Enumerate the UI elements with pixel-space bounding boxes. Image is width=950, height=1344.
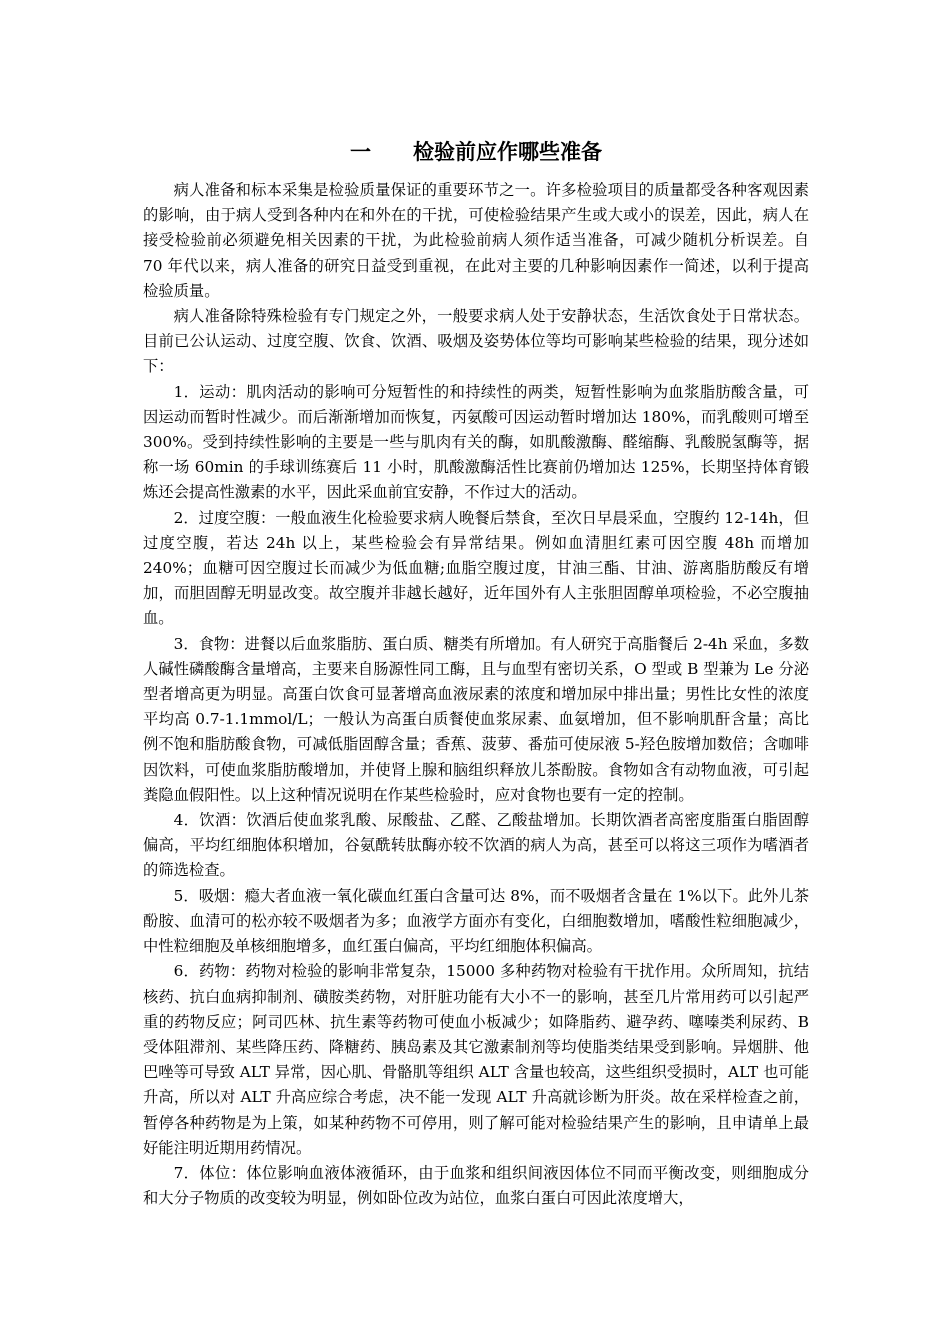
paragraph-drugs: 6．药物：药物对检验的影响非常复杂，15000 多种药物对检验有干扰作用。众所周知，抗结核药、抗白血病抑制剂、磺胺类药物，对肝脏功能有大小不一的影响，甚至几片常用药可以引起严重的药物反应；阿司匹林、抗生素等药物可使血小板减少；如降脂药、避孕药、噻嗪类利尿药、B 受体阻滞剂、某些降压药、降糖药、胰岛素及其它激素制剂等均使脂类结果受到影响。异烟肼、他巴唑等可导致 ALT 异常，因心肌、骨骼肌等组织 ALT 含量也较高，这些组织受损时，ALT 也可能升高，所以对 ALT 升高应综合考虑，决不能一发现 ALT 升高就诊断为肝炎。故在采样检查之前，暂停各种药物是为上策，如某种药物不可停用，则了解可能对检验结果产生的影响，且申请单上最好能注明近期用药情况。 bbox=[143, 962, 809, 1157]
document-page bbox=[143, 136, 809, 1211]
document-title: 一 检验前应作哪些准备 bbox=[350, 140, 602, 164]
paragraph-food: 3．食物：进餐以后血浆脂肪、蛋白质、糖类有所增加。有人研究于高脂餐后 2-4h 采血，多数人碱性磷酸酶含量增高，主要来自肠源性同工酶，且与血型有密切关系，O 型或 B 型兼为 Le 分泌型者增高更为明显。高蛋白饮食可显著增高血液尿素的浓度和增加尿中排出量；男性比女性的浓度平均高 0.7-1.1mmol/L；一般认为高蛋白质餐使血浆尿素、血氨增加，但不影响肌酐含量；高比例不饱和脂肪酸食物，可减低脂固醇含量；香蕉、菠萝、番茄可使尿液 5-羟色胺增加数倍；含咖啡因饮料，可使血浆脂肪酸增加，并使肾上腺和脑组织释放儿茶酚胺。食物如含有动物血液，可引起粪隐血假阳性。以上这种情况说明在作某些检验时，应对食物也要有一定的控制。 bbox=[143, 634, 809, 804]
paragraph-posture: 7．体位：体位影响血液体液循环，由于血浆和组织间液因体位不同而平衡改变，则细胞成分和大分子物质的改变较为明显，例如卧位改为站位，血浆白蛋白可因此浓度增大， bbox=[143, 1163, 809, 1208]
paragraph-overview: 病人准备除特殊检验有专门规定之外，一般要求病人处于安静状态，生活饮食处于日常状态。目前已公认运动、过度空腹、饮食、饮酒、吸烟及姿势体位等均可影响某些检验的结果，现分述如下： bbox=[143, 307, 809, 376]
paragraph-fasting: 2．过度空腹：一般血液生化检验要求病人晚餐后禁食，至次日早晨采血，空腹约 12-14h，但过度空腹，若达 24h 以上，某些检验会有异常结果。例如血清胆红素可因空腹 48h 而增加 240%；血糖可因空腹过长而减少为低血糖;血脂空腹过度，甘油三酯、甘油、游离脂肪酸反有增加，而胆固醇无明显改变。故空腹并非越长越好，近年国外有人主张胆固醇单项检验，不必空腹抽血。 bbox=[143, 508, 809, 628]
paragraph-exercise: 1．运动：肌肉活动的影响可分短暂性的和持续性的两类，短暂性影响为血浆脂肪酸含量，可因运动而暂时性减少。而后渐渐增加而恢复，丙氨酸可因运动暂时增加达 180%，而乳酸则可增至 300%。受到持续性影响的主要是一些与肌肉有关的酶，如肌酸激酶、醛缩酶、乳酸脱氢酶等，据称一场 60min 的手球训练赛后 11 小时，肌酸激酶活性比赛前仍增加达 125%，长期坚持体育锻炼还会提高性激素的水平，因此采血前宜安静，不作过大的活动。 bbox=[143, 382, 809, 502]
paragraph-smoking: 5．吸烟：瘾大者血液一氧化碳血红蛋白含量可达 8%，而不吸烟者含量在 1%以下。此外儿茶酚胺、血清可的松亦较不吸烟者为多；血液学方面亦有变化，白细胞数增加，嗜酸性粒细胞减少，中性粒细胞及单核细胞增多，血红蛋白偏高，平均红细胞体积偏高。 bbox=[143, 886, 809, 956]
paragraph-intro: 病人准备和标本采集是检验质量保证的重要环节之一。许多检验项目的质量都受各种客观因素的影响，由于病人受到各种内在和外在的干扰，可使检验结果产生或大或小的误差，因此，病人在接受检验前必须避免相关因素的干扰，为此检验前病人须作适当准备，可减少随机分析误差。自 70 年代以来，病人准备的研究日益受到重视，在此对主要的几种影响因素作一简述，以利于提高检验质量。 bbox=[143, 181, 809, 300]
paragraph-alcohol: 4．饮酒：饮酒后使血浆乳酸、尿酸盐、乙醛、乙酸盐增加。长期饮酒者高密度脂蛋白脂固醇偏高，平均红细胞体积增加，谷氨酰转肽酶亦较不饮酒的病人为高，甚至可以将这三项作为嗜酒者的筛选检查。 bbox=[143, 811, 809, 880]
